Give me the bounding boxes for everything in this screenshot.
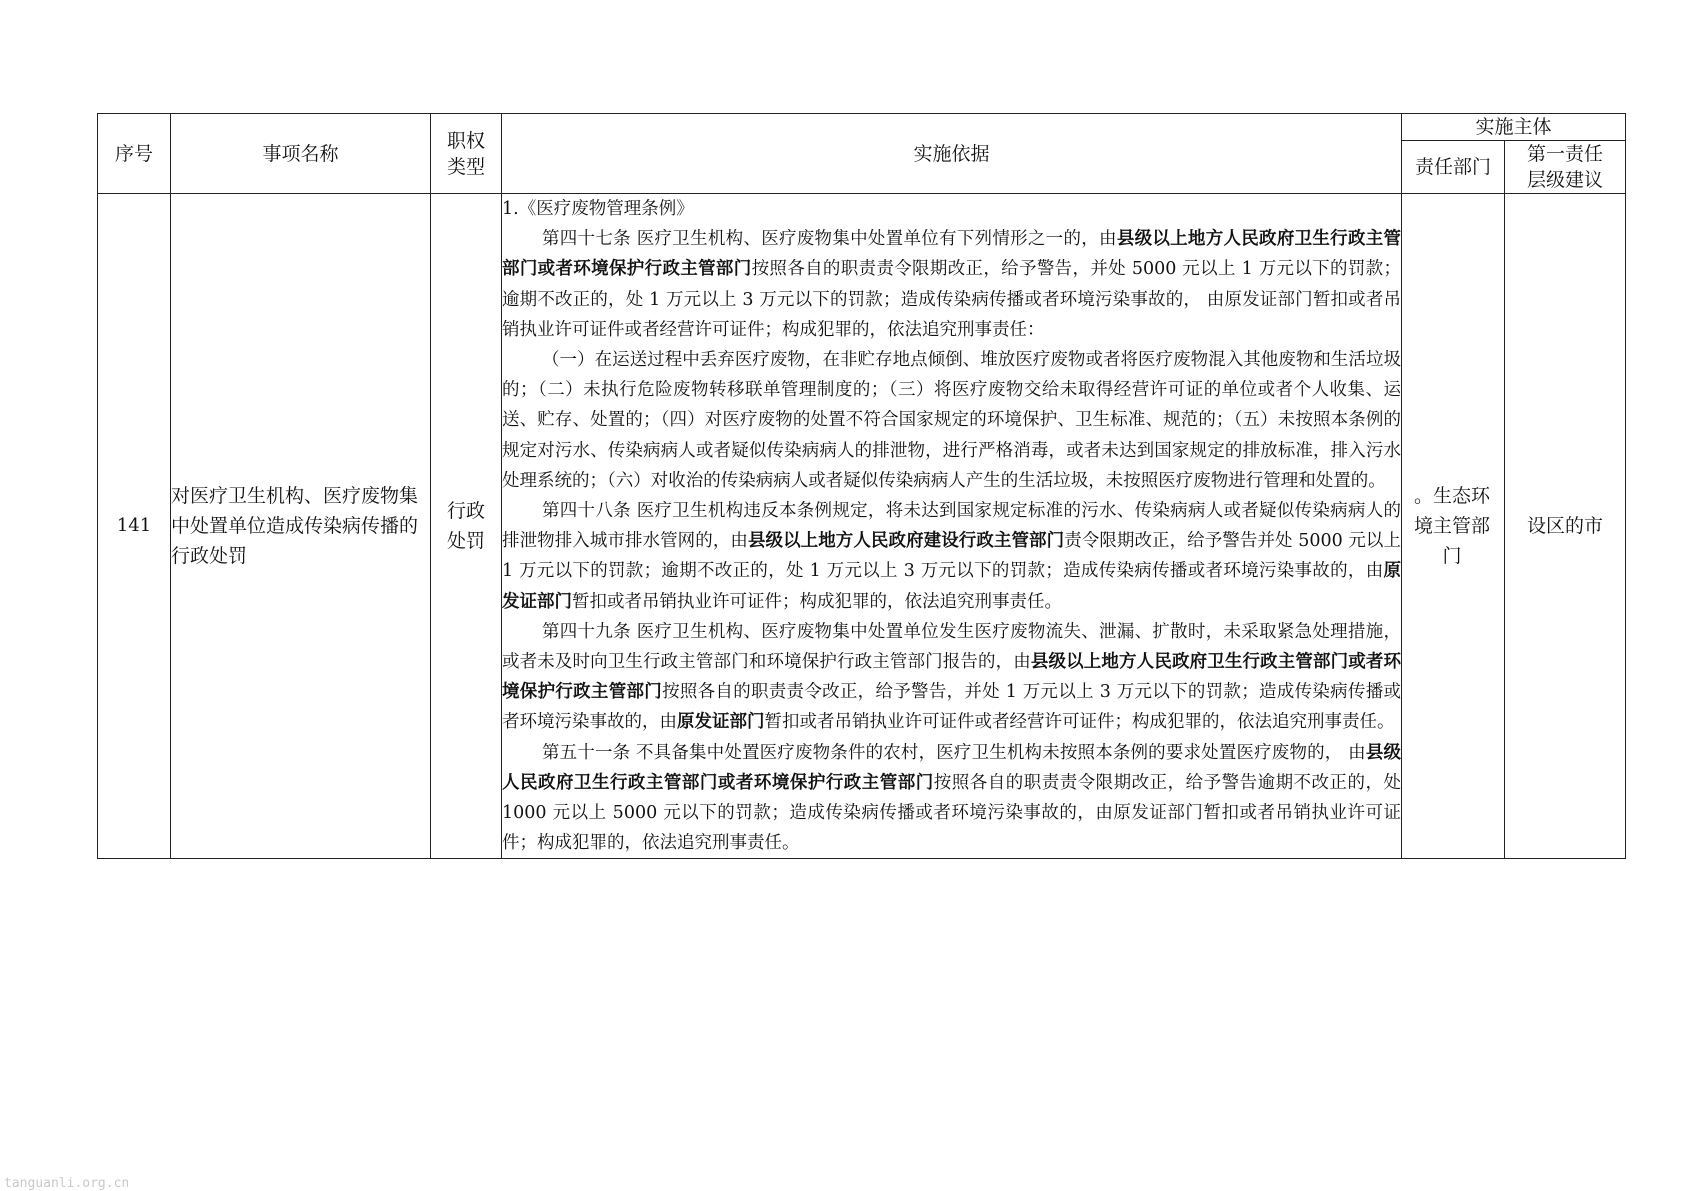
header-name: 事项名称	[171, 114, 431, 194]
article-48-post: 暂扣或者吊销执业许可证件；构成犯罪的，依法追究刑事责任。	[572, 591, 1062, 612]
row-basis	[502, 194, 1402, 859]
row-authority-type: 行政处罚	[431, 194, 502, 859]
article-47-post: 按照各自的职责责令限期改正，给予警告，并处 5000 元以上 1 万元以下的罚款；逾期不改正的，处 1 万元以上 3 万元以下的罚款；造成传染病传播或者环境污染事故的， 由原发证部门暂扣或者吊销执业许可证件或者经营许可证件；构成犯罪的，依法追究刑事责任：	[502, 259, 1401, 340]
article-48-mid: 责令限期改正，给予警告并处 5000 元以上 1 万元以下的罚款；逾期不改正的，处 1 万元以上 3 万元以下的罚款；造成传染病传播或者环境污染事故的，由	[502, 531, 1402, 582]
article-49	[502, 617, 1401, 738]
article-48	[502, 496, 1401, 617]
article-51	[502, 738, 1401, 859]
article-49-post: 暂扣或者吊销执业许可证件或者经营许可证件；构成犯罪的，依法追究刑事责任。	[764, 712, 1395, 733]
row-seq: 141	[98, 194, 171, 859]
row-first-level: 设区的市	[1505, 194, 1626, 859]
article-51-post: 按照各自的职责责令限期改正，给予警告逾期不改正的，处 1000 元以上 5000 元以下的罚款；造成传染病传播或者环境污染事故的，由原发证部门暂扣或者吊销执业许可证件；构成犯罪的，依法追究刑事责任。	[502, 772, 1402, 854]
basis-title: 1.《医疗废物管理条例》	[502, 199, 694, 219]
article-48-authority-2: 原发证部门	[502, 561, 1401, 612]
article-47-authority: 县级以上地方人民政府卫生行政主管部门或者环境保护行政主管部门	[502, 229, 1402, 280]
row-item-name: 对医疗卫生机构、医疗废物集中处置单位造成传染病传播的行政处罚	[171, 194, 431, 859]
header-basis: 实施依据	[502, 114, 1402, 194]
article-48-pre: 第四十八条 医疗卫生机构违反本条例规定，将未达到国家规定标准的污水、传染病病人或者疑似传染病病人的排泄物排入城市排水管网的，由	[502, 501, 1401, 552]
header-type: 职权类型	[431, 114, 502, 194]
article-49-mid: 按照各自的职责责令改正，给予警告，并处 1 万元以上 3 万元以下的罚款；造成传染病传播或者环境污染事故的，由	[502, 682, 1401, 733]
article-51-pre: 第五十一条 不具备集中处置医疗废物条件的农村，医疗卫生机构未按照本条例的要求处置医疗废物的， 由	[542, 742, 1366, 763]
row-responsible-dept: 。生态环境主管部门	[1402, 194, 1505, 859]
table-row	[98, 194, 1626, 859]
header-level: 第一责任层级建议	[1505, 141, 1626, 194]
header-seq: 序号	[98, 114, 171, 194]
article-47-pre: 第四十七条 医疗卫生机构、医疗废物集中处置单位有下列情形之一的，由	[542, 229, 1117, 250]
article-49-authority: 县级以上地方人民政府卫生行政主管部门或者环境保护行政主管部门	[502, 652, 1402, 703]
article-48-authority: 县级以上地方人民政府建设行政主管部门	[747, 531, 1065, 552]
header-subject: 实施主体	[1402, 114, 1626, 141]
article-47	[502, 224, 1401, 345]
article-49-pre: 第四十九条 医疗卫生机构、医疗废物集中处置单位发生医疗废物流失、泄漏、扩散时，未采取紧急处理措施，或者未及时向卫生行政主管部门和环境保护行政主管部门报告的，由	[502, 621, 1401, 673]
authority-table	[97, 113, 1626, 859]
article-51-authority: 县级人民政府卫生行政主管部门或者环境保护行政主管部门	[502, 742, 1402, 793]
header-row	[98, 114, 1626, 141]
article-49-authority-2: 原发证部门	[677, 712, 765, 733]
watermark: tanguanli.org.cn	[4, 1176, 130, 1191]
header-dept: 责任部门	[1402, 141, 1505, 194]
article-47-items: （一）在运送过程中丢弃医疗废物，在非贮存地点倾倒、堆放医疗废物或者将医疗废物混入其他废物和生活垃圾的；（二）未执行危险废物转移联单管理制度的；（三）将医疗废物交给未取得经营许可证的单位或者个人收集、运送、贮存、处置的；（四）对医疗废物的处置不符合国家规定的环境保护、卫生标准、规范的；（五）未按照本条例的规定对污水、传染病病人或者疑似传染病病人的排泄物，进行严格消毒，或者未达到国家规定的排放标准，排入污水处理系统的；（六）对收治的传染病病人或者疑似传染病病人产生的生活垃圾，未按照医疗废物进行管理和处置的。	[502, 350, 1401, 491]
